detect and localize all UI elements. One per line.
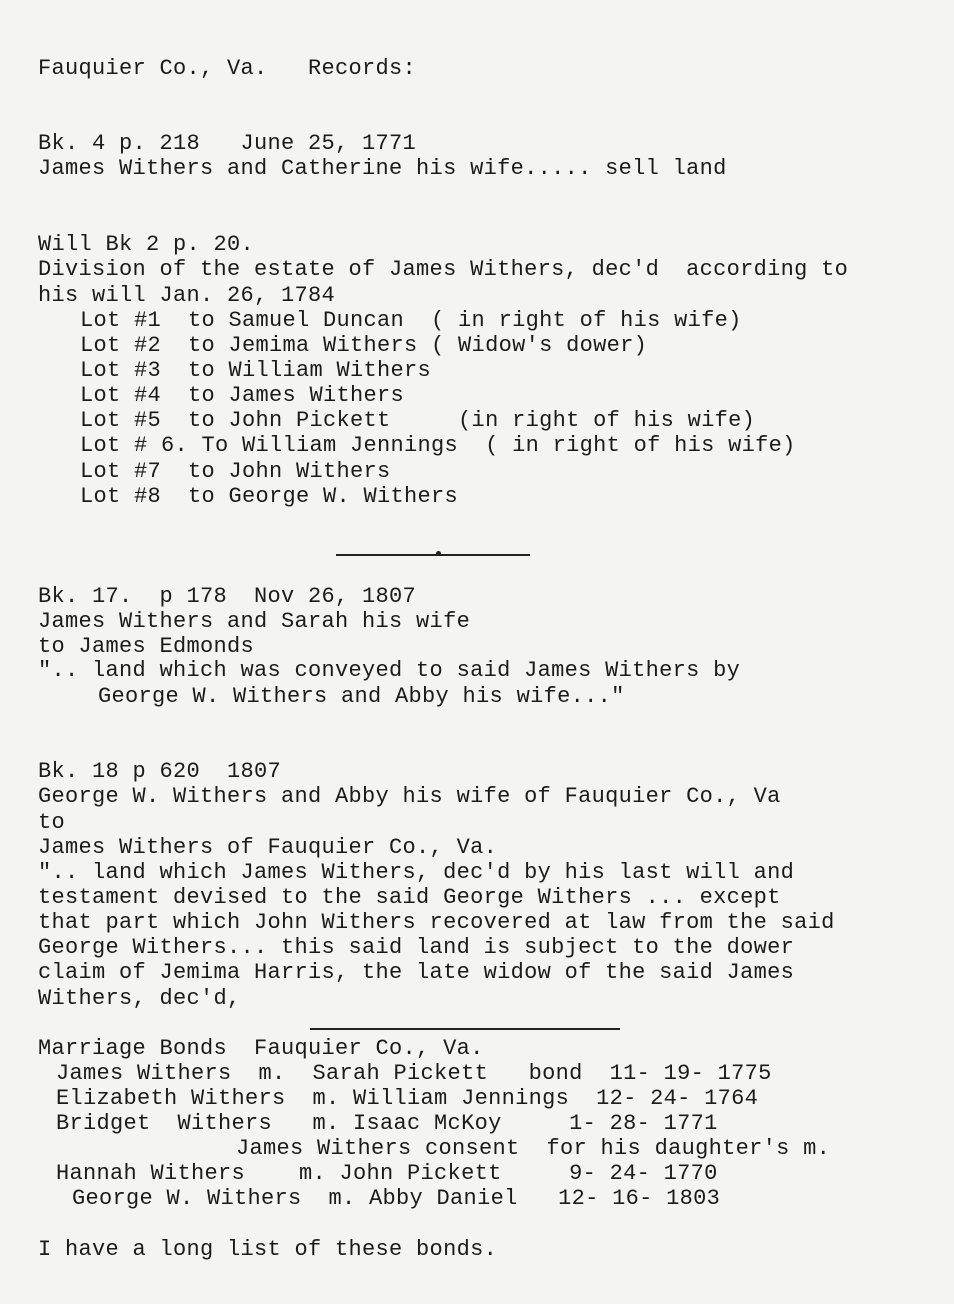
lot-item: Lot #8 to George W. Withers: [80, 484, 459, 509]
deed-3-line: James Withers of Fauquier Co., Va.: [38, 835, 498, 860]
bond-row: Hannah Withers m. John Pickett 9- 24- 1770: [56, 1161, 718, 1186]
footer-note: I have a long list of these bonds.: [38, 1237, 498, 1262]
bond-row: Elizabeth Withers m. William Jennings 12- 24- 1764: [56, 1086, 759, 1111]
lot-item: Lot #3 to William Withers: [80, 358, 432, 383]
deed-3-line: that part which John Withers recovered at law from the said: [38, 910, 835, 935]
lot-item: Lot #1 to Samuel Duncan ( in right of his wife): [80, 308, 742, 333]
deed-1-description: James Withers and Catherine his wife..... sell land: [38, 156, 727, 181]
section-divider: [310, 1028, 620, 1030]
deed-2-grantee: to James Edmonds: [38, 634, 255, 659]
lot-item: Lot #5 to John Pickett (in right of his wife): [80, 408, 756, 433]
divider-dot: [436, 551, 441, 556]
deed-1-reference: Bk. 4 p. 218 June 25, 1771: [38, 131, 417, 156]
deed-2-reference: Bk. 17. p 178 Nov 26, 1807: [38, 584, 417, 609]
deed-2-quote-1: ".. land which was conveyed to said James Withers by: [38, 658, 741, 683]
section-divider: [336, 554, 530, 556]
deed-2-quote-2: George W. Withers and Abby his wife...": [98, 684, 625, 709]
deed-3-reference: Bk. 18 p 620 1807: [38, 759, 282, 784]
deed-3-line: testament devised to the said George Withers ... except: [38, 885, 781, 910]
deed-2-parties: James Withers and Sarah his wife: [38, 609, 471, 634]
bond-row: George W. Withers m. Abby Daniel 12- 16- 1803: [72, 1186, 721, 1211]
bond-consent-note: James Withers consent for his daughter's m.: [236, 1136, 831, 1161]
marriage-bonds-title: Marriage Bonds Fauquier Co., Va.: [38, 1036, 484, 1061]
deed-3-line: Withers, dec'd,: [38, 986, 241, 1011]
deed-3-line: claim of Jemima Harris, the late widow of the said James: [38, 960, 795, 985]
deed-3-line: George Withers... this said land is subject to the dower: [38, 935, 795, 960]
bond-row: James Withers m. Sarah Pickett bond 11- 19- 1775: [56, 1061, 772, 1086]
deed-3-line: to: [38, 810, 66, 835]
will-description-1: Division of the estate of James Withers, dec'd according to: [38, 257, 849, 282]
bond-row: Bridget Withers m. Isaac McKoy 1- 28- 1771: [56, 1111, 718, 1136]
deed-3-line: George W. Withers and Abby his wife of Fauquier Co., Va: [38, 784, 781, 809]
lot-item: Lot # 6. To William Jennings ( in right of his wife): [80, 433, 796, 458]
page-header: Fauquier Co., Va. Records:: [38, 56, 417, 81]
will-reference: Will Bk 2 p. 20.: [38, 232, 255, 257]
will-description-2: his will Jan. 26, 1784: [38, 283, 336, 308]
lot-item: Lot #2 to Jemima Withers ( Widow's dower): [80, 333, 648, 358]
lot-item: Lot #7 to John Withers: [80, 459, 391, 484]
deed-3-line: ".. land which James Withers, dec'd by his last will and: [38, 860, 795, 885]
lot-item: Lot #4 to James Withers: [80, 383, 405, 408]
